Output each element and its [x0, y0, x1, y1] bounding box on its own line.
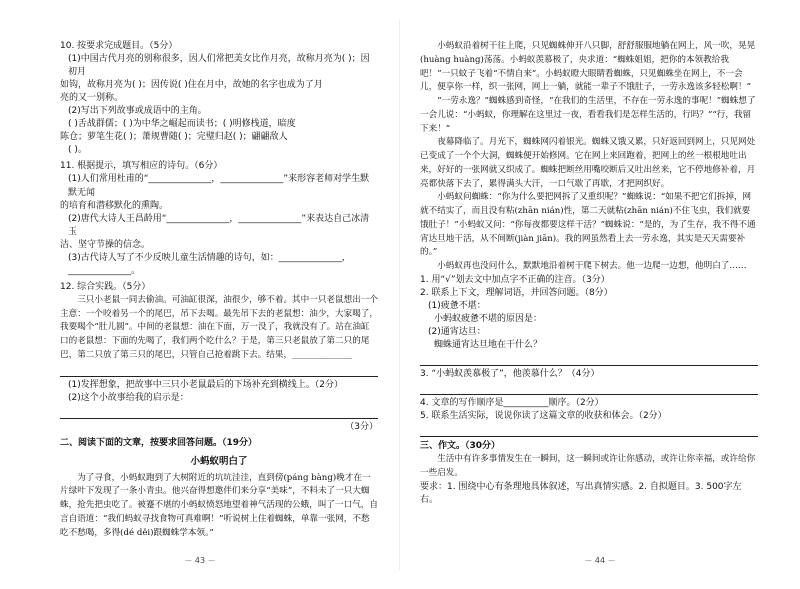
question-2-2: (2)通宵达旦：	[428, 326, 486, 337]
q11-heading: 11. 根据提示，填写相应的诗句。（6分）	[60, 161, 223, 172]
question-2-1b: 小蚂蚁疲惫不堪的原因是：	[434, 313, 543, 324]
q10-line: 亮的又一别称。	[60, 93, 124, 104]
essay-prompt: 生活中有许多事情发生在一瞬间，这一瞬间或许让你感动，或许让你幸福，或许给你一些启发。	[420, 454, 756, 478]
section-3-heading: 三、作文。（30分）	[420, 441, 501, 452]
page-number: － 43 －	[184, 556, 216, 566]
answer-line[interactable]	[420, 381, 758, 395]
q10-line: ( )。	[68, 145, 87, 156]
question-3: 3. “小蚂蚁羡慕极了”，他羡慕什么？（4分）	[420, 369, 600, 380]
q10-line: (2)写出下列故事或成语中的主角。	[68, 106, 207, 117]
story-paragraph: 小蚂蚁问蜘蛛：“你为什么要把网拆了又重织呢？”蜘蛛说：“如果不把它们拆掉，网就不结实了，而且没有粘(zhān nián)性，第二天就粘(zhān nián)不住飞虫，我们就要饿肚子！”小蚂蚁又问：“你每夜都要这样干活？”蜘蛛说：“是的，为了生存，我不得不通宵达旦地干活，从不间断(jiàn jiān)。我的网虽然看上去一劳永逸，其实是天天需要补的。”	[420, 192, 756, 258]
q11-line: 洁、坚守节操的信念。	[60, 239, 151, 250]
question-1: 1. 用“√”划去文中加点字不正确的注音。（3分）	[420, 274, 610, 285]
story-title: 小蚂蚁明白了	[190, 455, 248, 467]
q10-line: 如钩，故称月亮为( )；因传说( )住在月中，故她的名字也成为了月	[60, 80, 323, 91]
story-paragraph: 为了寻食，小蚂蚁跑到了大树附近的坑坑洼洼，直到傍(páng bàng)晚才在一片绿叶下发现了一条小青虫。他兴奋得想邀伴们来分享“美味”，不料未了一只大蜘蛛，抢先把虫吃了。被蹇不堪的小蚂蚁愤怒地望着神气活现的公蛾，叫了一口气，自言自语道：“我们蚂蚁寻找食物可真难啊！”听说树上住着蜘蛛，单靠一张网，不愁吃不愁喝，多得(dé děi)跟蜘蛛学本领。”	[60, 472, 378, 538]
q11-line: (2)唐代大诗人王昌龄用“______________，______________”来表达自己冰清玉	[68, 213, 370, 237]
story-paragraph: 小蚂蚁再也没问什么，默默地沿着树干爬下树去。他一边爬一边想，他明白了……	[437, 261, 747, 271]
page-number: － 44 －	[584, 556, 616, 566]
question-2-1: (1)疲惫不堪：	[428, 300, 486, 311]
story-paragraph: “一劳永逸？”蜘蛛感到奇怪，“在我们的生活里，不存在一劳永逸的事呢！”蜘蛛想了一会儿说：“小蚂蚁，你理解在这里过一夜，看看我们是怎样生活的，行吗？”“行，我留下来！”	[420, 96, 756, 134]
section-2-heading: 二、阅读下面的文章，按要求回答问题。（19分）	[60, 437, 258, 448]
q12-passage: 三只小老鼠一同去偷油。可油缸很深，油很少，够不着。其中一只老鼠想出一个主意：一个咬着另一个的尾巴，吊下去喝。最先吊下去的老鼠想：油少，大家喝了，我要喝个“肚儿圆”。中间的老鼠想：油在下面，万一没了，我就没有了。站在油缸口的老鼠想：下面的先喝了，我们两个吃什么？于是，第三只老鼠放了第二只的尾巴，第二只放了第三只的尾巴，只管自己抢着跳下去。结果，______________	[60, 294, 378, 360]
answer-line[interactable]	[60, 363, 378, 377]
q12-score: （3分）	[345, 421, 378, 432]
answer-line[interactable]	[60, 405, 378, 419]
story-paragraph: 夜幕降临了。月光下，蜘蛛网闪着银光。蜘蛛又饿又累，只好返回到网上，只见网处已变成了一个个大洞，蜘蛛便开始修网。它在网上来回跑着，把网上的丝一根根地吐出来，好好的一张网就又织成了。蜘蛛把断丝用嘴咬断后又吐出丝来，它不停地修补着，月亮都快落下去了，累得满头大汗，一口气歇了再歇，才把网织好。	[420, 137, 756, 189]
story-paragraph: 小蚂蚁沿着树干往上爬，只见蜘蛛伸开八只脚，舒舒服服地躺在网上，风一吹，晃晃(huàng huàng)荡荡。小蚂蚁羡慕极了，央求道：“蜘蛛姐姐，把你的本领教给我吧！”一只蚊子飞着“不情自来”。小蚂蚁瞪大眼睛看蜘蛛，只见蜘蛛坐在网上，不一会儿，便享你一样，织一张网，网上一躺，就能一辈子不饿肚子，一劳永逸该多轻松啊！”	[420, 41, 756, 93]
q10-line: 陈仓；萝笔生花( )；萧规曹随( )；完璧归赵( )；翩翩敌人	[60, 132, 288, 143]
question-2-2b: 蜘蛛通宵达旦地在干什么？	[434, 339, 543, 350]
q11-line: (3)古代诗人写了不少反映儿童生活情趣的诗句，如：______________，______________。	[68, 252, 351, 276]
answer-line[interactable]	[420, 423, 758, 437]
q11-line: (1)人们常用杜甫的“______________，______________”来形容老师对学生默默无闻	[68, 174, 370, 198]
question-2: 2. 联系上下文，理解词语，并回答问题。（8分）	[420, 287, 613, 298]
answer-line[interactable]	[420, 352, 758, 366]
question-5: 5. 联系生活实际，说说你读了这篇文章的收获和体会。（2分）	[420, 411, 667, 422]
q12-sub1: (1)发挥想象，把故事中三只小老鼠最后的下场补充到横线上。（2分）	[68, 379, 343, 390]
q11-line: 的培育和潜移默化的熏陶。	[60, 200, 169, 211]
q10-line: ( )舌战群儒；( )为中华之崛起而读书；( )明修栈道，暗度	[68, 119, 296, 130]
q12-sub2: (2)这个小故事给我的启示是：	[68, 392, 189, 403]
q10-line: (1)中国古代月亮的别称很多，因人们常把美女比作月亮，故称月亮为( )；因初月	[68, 54, 370, 78]
question-4: 4. 文章的写作顺序是__________顺序。（2分）	[420, 398, 604, 409]
q12-heading: 12. 综合实践。（5分）	[60, 281, 151, 292]
q10-heading: 10. 按要求完成题目。（5分）	[60, 41, 178, 51]
right-page	[400, 0, 800, 589]
essay-requirements: 要求：1. 围绕中心有条理地具体叙述，写出真情实感。2. 自拟题目。3. 500字左右。	[420, 481, 742, 505]
